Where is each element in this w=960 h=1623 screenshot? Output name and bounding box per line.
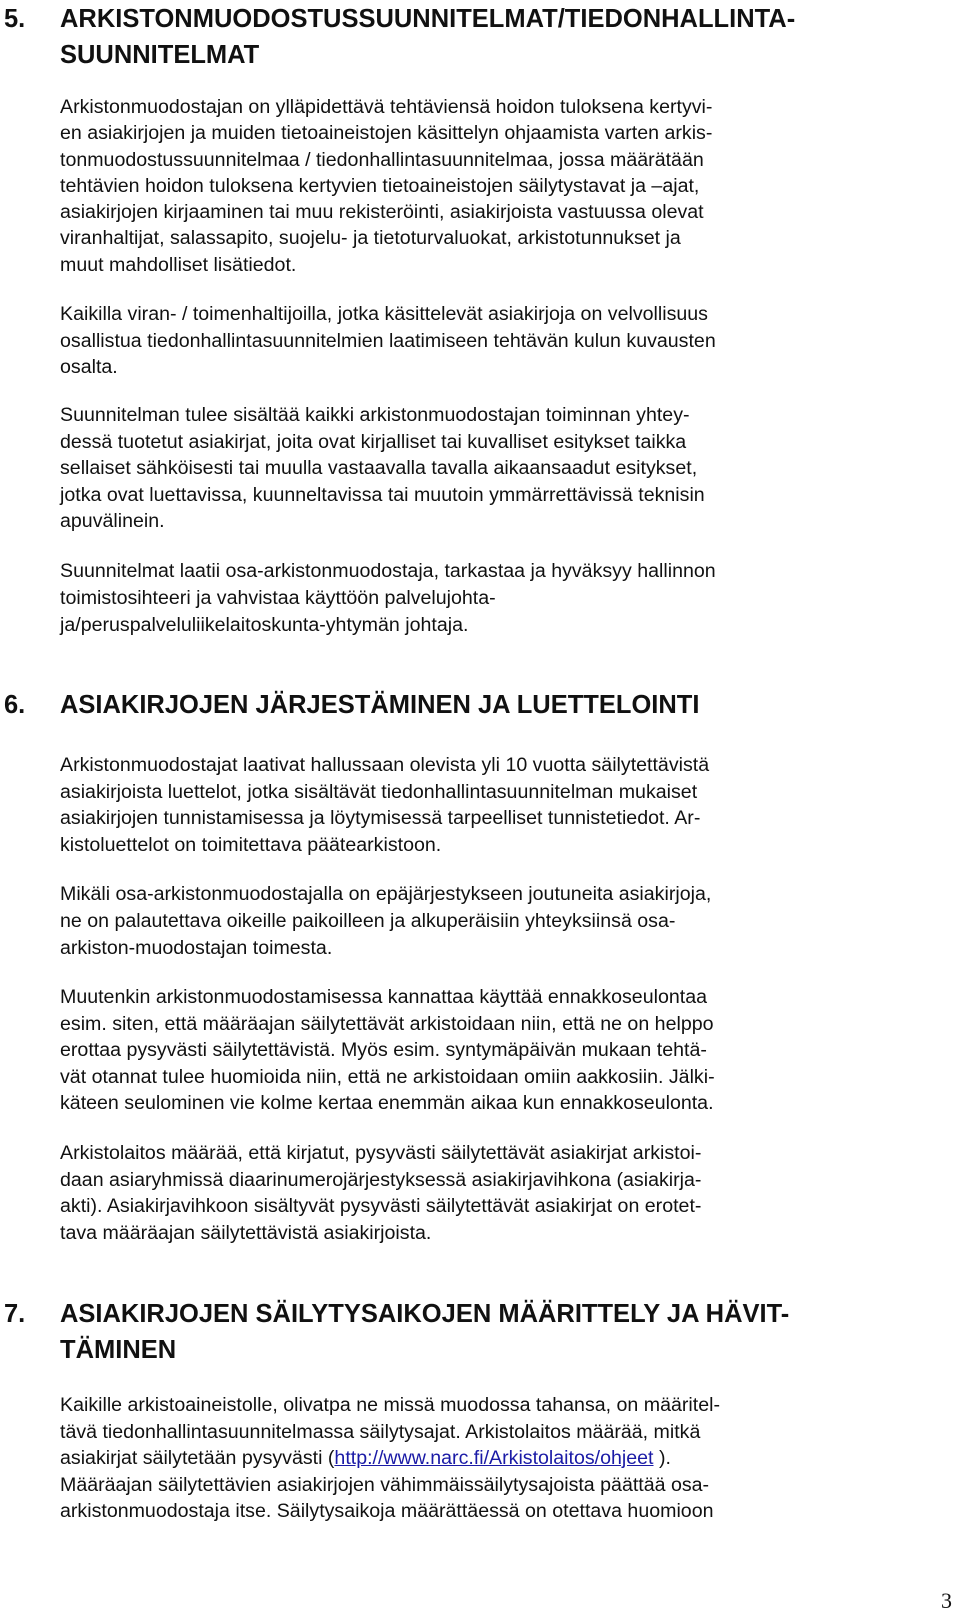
section-7-paragraph-1: Kaikille arkistoaineistolle, olivatpa ne missä muodossa tahansa, on määritel- tävä tiedonhallintasuunnitelmassa säilytysajat. Arkistolaitos määrää, mitkä asiakirjat säilytetään pysyvästi (http://www.narc.fi/Arkistolaitos/ohjeet ). Määräajan säilytettävien asiakirjojen vähimmäissäilytysajoista päättää osa- arkistonmuodostaja itse. Säilytysaikoja määrättäessä on otettava huomioon bbox=[60, 1394, 720, 1522]
section-5-paragraph-2: Kaikilla viran- / toimenhaltijoilla, jotka käsittelevät asiakirjoja on velvollisuus osallistua tiedonhallintasuunnitelmien laatimiseen tehtävän kulun kuvausten osalta. bbox=[60, 303, 716, 378]
section-6-number: 6. bbox=[4, 691, 26, 719]
section-6-paragraph-4: Arkistolaitos määrää, että kirjatut, pysyvästi säilytettävät asiakirjat arkistoi- daan asiaryhmissä diaarinumerojärjestyksessä asiakirjavihkona (asiakirja- akti). Asiakirjavihkoon sisältyvät pysyvästi säilytettävät asiakirjat on erotet- tava määräajan säilytettävistä asiakirjoista. bbox=[60, 1142, 702, 1244]
section-5-number: 5. bbox=[4, 5, 26, 33]
section-5-paragraph-1: Arkistonmuodostajan on ylläpidettävä tehtäviensä hoidon tuloksena kertyvi- en asiakirjojen ja muiden tietoaineistojen käsittelyn ohjaamista varten arkis- tonmuodostussuunnitelmaa / tiedonhallintasuunnitelmaa, jossa määrätään tehtävien hoidon tuloksena kertyvien tietoaineistojen säilytystavat ja –ajat, asiakirjojen kirjaaminen tai muu rekisteröinti, asiakirjoista vastuussa olevat viranhaltijat, salassapito, suojelu- ja tietoturvaluokat, arkistotunnukset ja muut mahdolliset lisätiedot. bbox=[60, 96, 713, 276]
section-6-paragraph-3: Muutenkin arkistonmuodostamisessa kannattaa käyttää ennakkoseulontaa esim. siten, että määräajan säilytettävät arkistoidaan niin, että ne on helppo erottaa pysyvästi säilytettävistä. Myös esim. syntymäpäivän mukaan tehtä- vät otannat tulee huomioida niin, että ne arkistoidaan omiin aakkosiin. Jälki- käteen seulominen vie kolme kertaa enemmän aikaa kun ennakkoseulonta. bbox=[60, 986, 715, 1114]
section-5-paragraph-3: Suunnitelman tulee sisältää kaikki arkistonmuodostajan toiminnan yhtey- dessä tuotetut asiakirjat, joita ovat kirjalliset tai kuvalliset esitykset taikka sellaiset sähköisesti tai muulla vastaavalla tavalla aikaansaadut esitykset, jotka ovat luettavissa, kuunneltavissa tai muutoin ymmärrettävissä teknisin apuvälinein. bbox=[60, 404, 705, 532]
section-7-number: 7. bbox=[4, 1300, 26, 1328]
section-6-paragraph-2: Mikäli osa-arkistonmuodostajalla on epäjärjestykseen joutuneita asiakirjoja, ne on palautettava oikeille paikoilleen ja alkuperäisiin yhteyksiinsä osa- arkiston-muodostajan toimesta. bbox=[60, 883, 712, 959]
section-6-paragraph-1: Arkistonmuodostajat laativat hallussaan olevista yli 10 vuotta säilytettävistä asiakirjoista luettelot, jotka sisältävät tiedonhallintasuunnitelman mukaiset asiakirjojen tunnistamisessa ja löytymisessä tarpeelliset tunnistetiedot. Ar- kistoluettelot on toimitettava päätearkistoon. bbox=[60, 754, 710, 856]
section-5-title: ARKISTONMUODOSTUSSUUNNITELMAT/TIEDONHALLINTA- SUUNNITELMAT bbox=[60, 5, 796, 69]
page-number: 3 bbox=[941, 1588, 952, 1613]
section-6-title: ASIAKIRJOJEN JÄRJESTÄMINEN JA LUETTELOINTI bbox=[60, 691, 700, 719]
section-7-title: ASIAKIRJOJEN SÄILYTYSAIKOJEN MÄÄRITTELY JA HÄVIT- TÄMINEN bbox=[60, 1300, 790, 1364]
section-5-paragraph-4: Suunnitelmat laatii osa-arkistonmuodostaja, tarkastaa ja hyväksyy hallinnon toimistosihteeri ja vahvistaa käyttöön palvelujohta- ja/peruspalveluliikelaitoskunta-yhtymän johtaja. bbox=[60, 560, 716, 636]
narc-guidelines-link[interactable]: http://www.narc.fi/Arkistolaitos/ohjeet bbox=[334, 1447, 654, 1469]
